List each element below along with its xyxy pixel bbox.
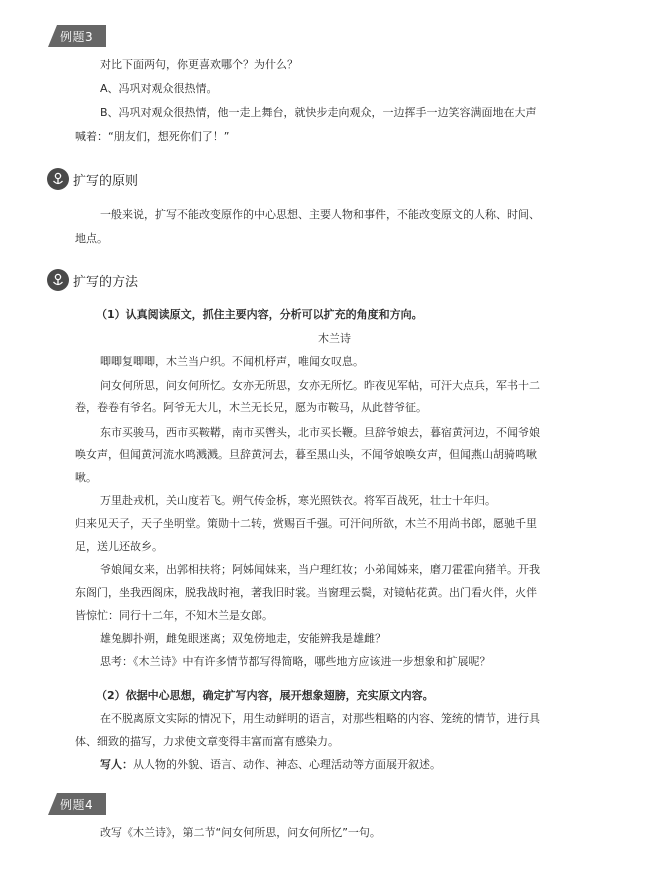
poem-line: 东阁门，坐我西阁床，脱我战时袍，著我旧时裳。当窗理云鬓，对镜帖花黄。出门看火伴，火伴 (75, 586, 537, 599)
principle-text-line1: 一般来说，扩写不能改变原作的中心思想、主要人物和事件，不能改变原文的人称、时间、 (100, 208, 540, 221)
principle-text-line2: 地点。 (75, 232, 108, 245)
poem-line: 皆惊忙：同行十二年，不知木兰是女郎。 (75, 609, 273, 622)
write-person-line (100, 758, 441, 772)
poem-line: 唧唧复唧唧，木兰当户织。不闻机杼声，唯闻女叹息。 (100, 355, 364, 368)
example-4-label: 例题4 (60, 798, 94, 812)
flower-icon (47, 168, 69, 190)
poem-line: 唤女声，但闻黄河流水鸣溅溅。旦辞黄河去，暮至黑山头，不闻爷娘唤女声，但闻燕山胡骑鸣啾 (75, 448, 537, 461)
ex3-option-b-line2: 喊着：“朋友们，想死你们了！” (75, 130, 230, 143)
example-4-tag (48, 793, 106, 815)
poem-line: 东市买骏马，西市买鞍鞯，南市买辔头，北市买长鞭。旦辞爷娘去，暮宿黄河边，不闻爷娘 (100, 426, 540, 439)
method-heading (47, 269, 138, 291)
poem-line: 卷，卷卷有爷名。阿爷无大儿，木兰无长兄，愿为市鞍马，从此替爷征。 (75, 401, 427, 414)
ex3-option-a: A、冯巩对观众很热情。 (100, 82, 218, 95)
principle-heading (47, 168, 138, 190)
poem-line: 啾。 (75, 471, 97, 484)
poem-line: 爷娘闻女来，出郭相扶将；阿姊闻妹来，当户理红妆；小弟闻姊来，磨刀霍霍向猪羊。开我 (100, 563, 540, 576)
method-step-2: （2）依据中心思想，确定扩写内容，展开想象翅膀，充实原文内容。 (96, 689, 434, 702)
method-step-1: （1）认真阅读原文，抓住主要内容，分析可以扩充的角度和方向。 (96, 308, 423, 321)
poem-line: 雄兔脚扑朔，雌兔眼迷离；双兔傍地走，安能辨我是雄雌？ (100, 632, 386, 645)
example-3-tag (48, 25, 106, 47)
flower-icon (47, 269, 69, 291)
poem-line: 足，送儿还故乡。 (75, 540, 163, 553)
poem-title: 木兰诗 (318, 332, 351, 345)
poem-line: 归来见天子，天子坐明堂。策勋十二转，赏赐百千强。可汗问所欲，木兰不用尚书郎，愿驰千里 (75, 517, 537, 530)
write-person-text: 从人物的外貌、语言、动作、神态、心理活动等方面展开叙述。 (133, 758, 441, 771)
example-3-label: 例题3 (60, 30, 94, 44)
thinking-question: 思考：《木兰诗》中有许多情节都写得简略，哪些地方应该进一步想象和扩展呢？ (100, 655, 491, 668)
poem-line: 问女何所思，问女何所忆。女亦无所思，女亦无所忆。昨夜见军帖，可汗大点兵，军书十二 (100, 379, 540, 392)
ex4-text: 改写《木兰诗》，第二节“问女何所思，问女何所忆”一句。 (100, 826, 381, 839)
poem-line: 万里赴戎机，关山度若飞。朔气传金柝，寒光照铁衣。将军百战死，壮士十年归。 (100, 494, 496, 507)
write-person-label: 写人： (100, 758, 133, 771)
ex3-option-b-line1: B、冯巩对观众很热情，他一走上舞台，就快步走向观众，一边挥手一边笑容满面地在大声 (100, 106, 537, 119)
method-text-line2: 体、细致的描写，力求使文章变得丰富而富有感染力。 (75, 735, 339, 748)
method-title: 扩写的方法 (73, 274, 139, 290)
method-text-line1: 在不脱离原文实际的情况下，用生动鲜明的语言，对那些粗略的内容、笼统的情节，进行具 (100, 712, 540, 725)
ex3-question: 对比下面两句，你更喜欢哪个？为什么？ (100, 58, 298, 71)
principle-title: 扩写的原则 (73, 173, 139, 189)
